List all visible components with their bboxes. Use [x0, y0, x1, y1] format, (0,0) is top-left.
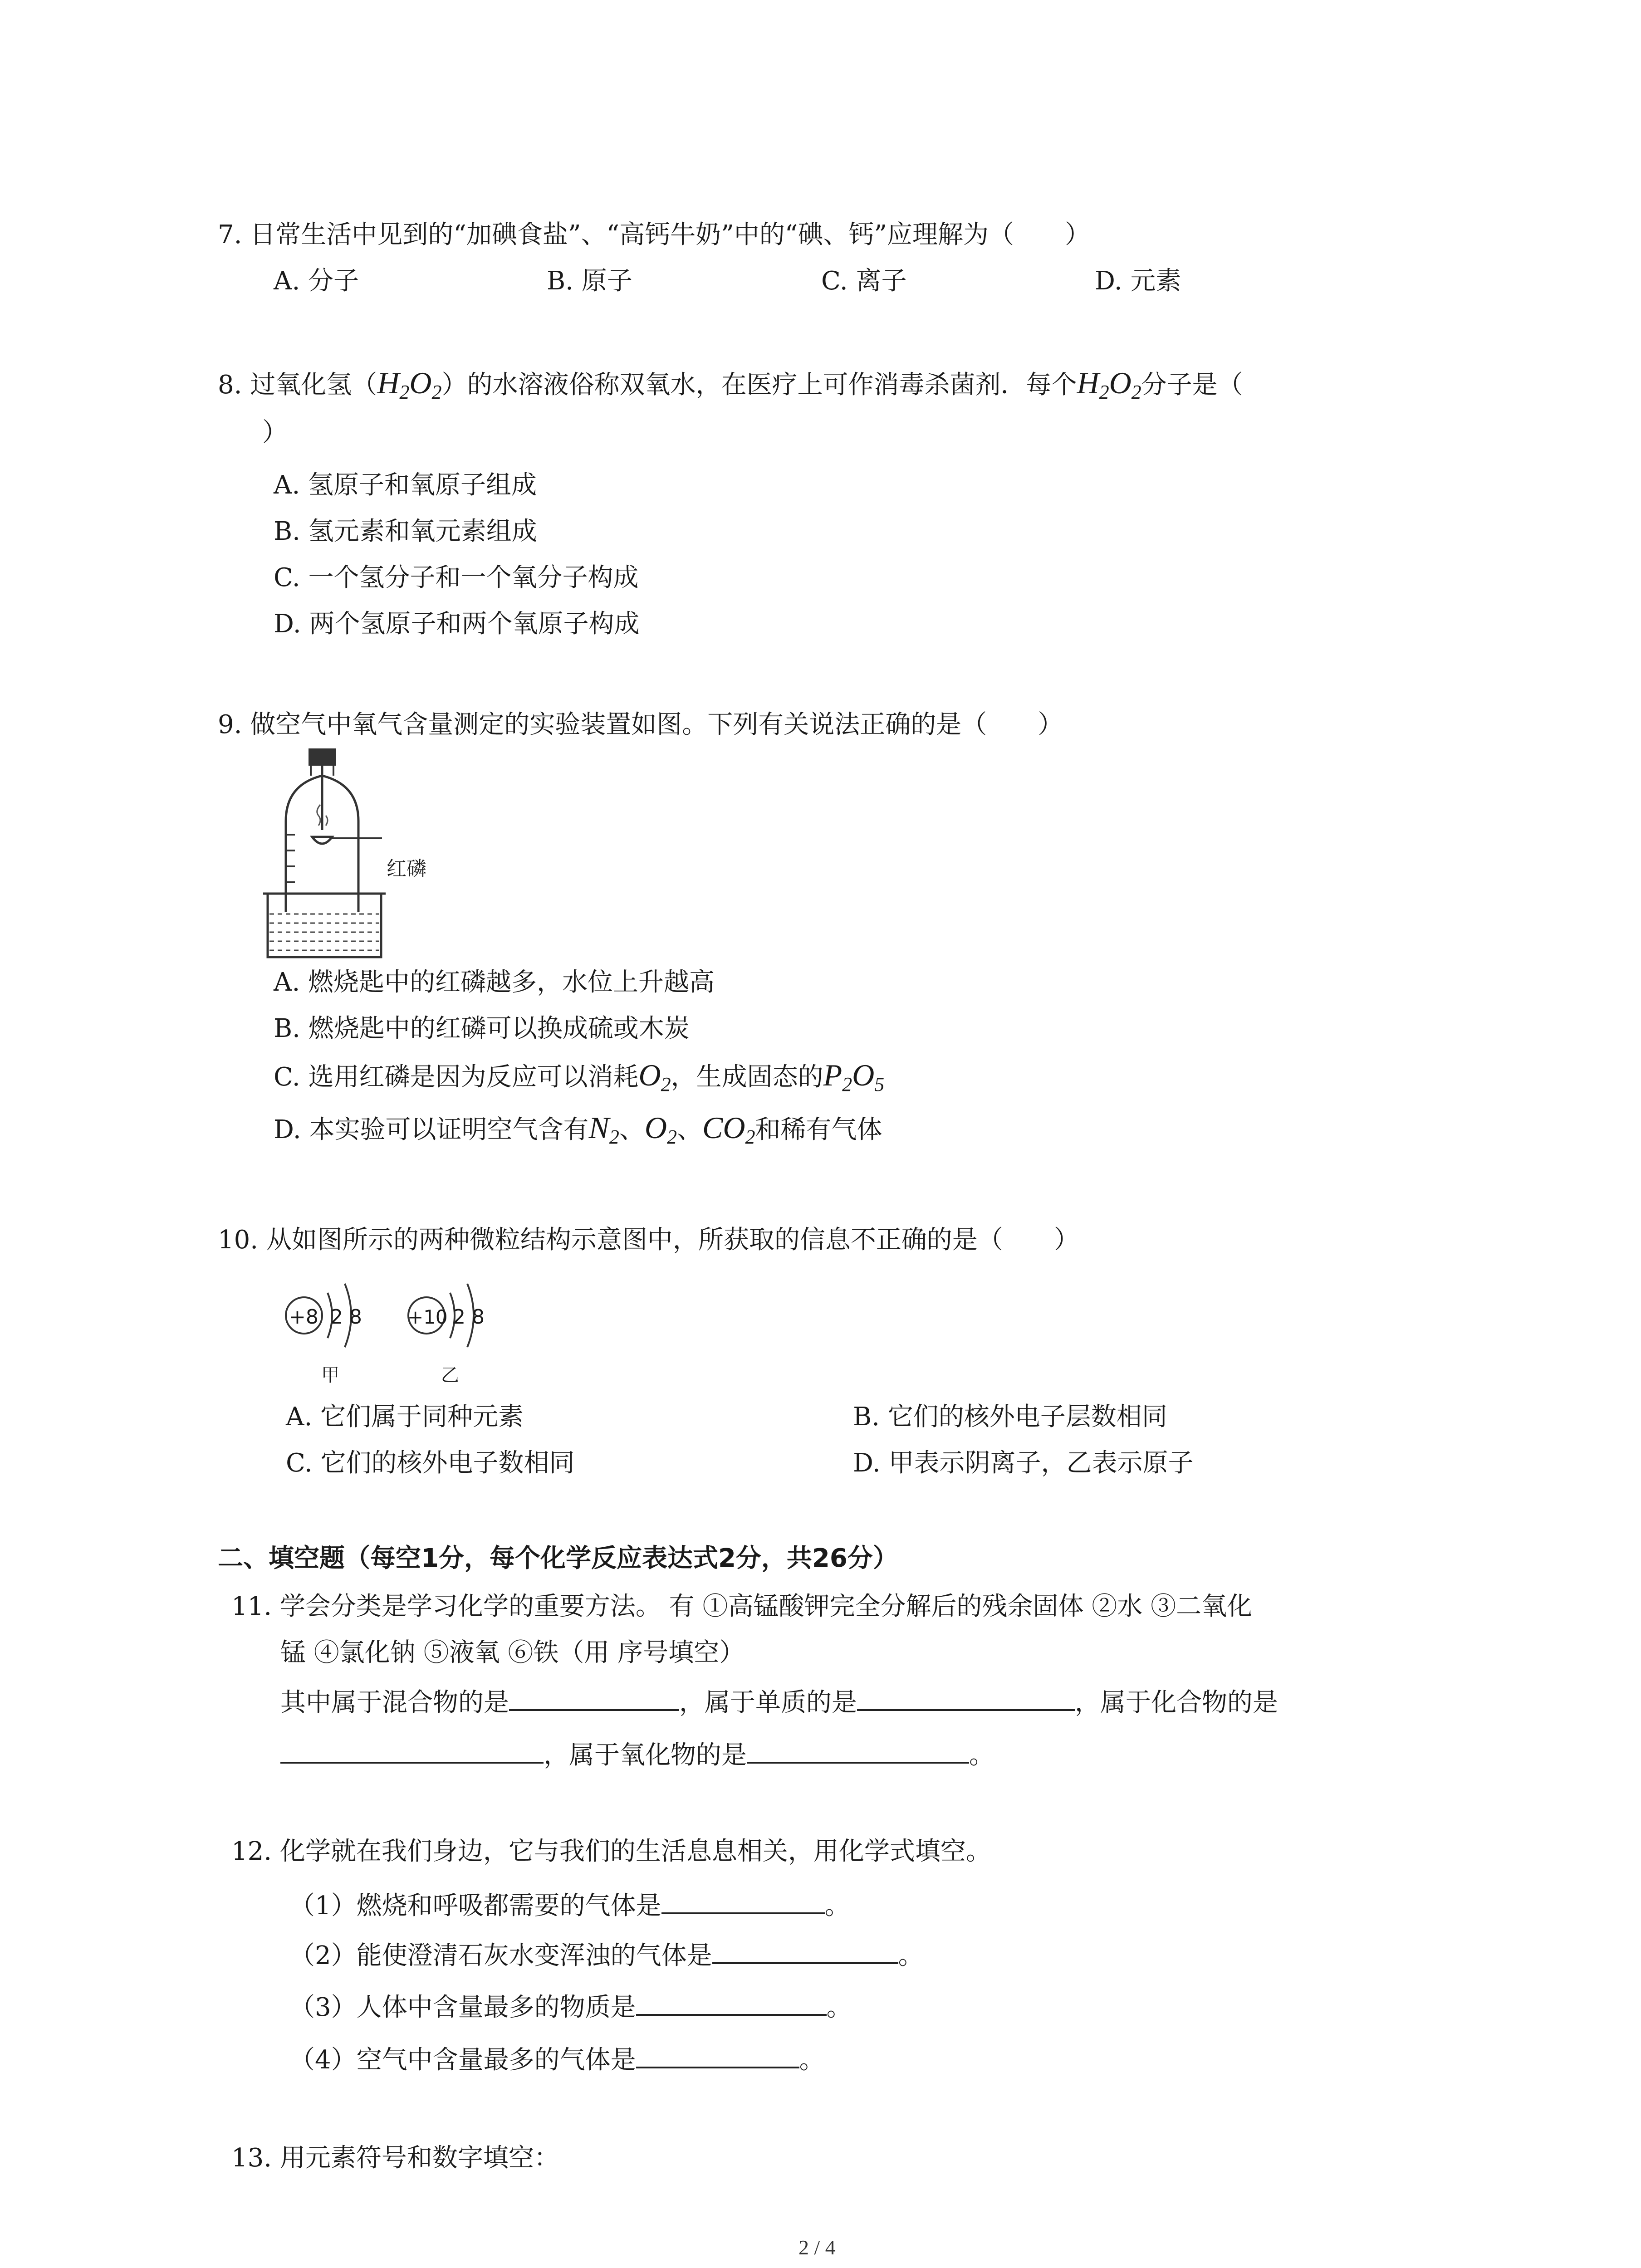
q12-blank-2[interactable] [712, 1937, 898, 1964]
red-phosphorus-label: 红磷 [387, 857, 426, 880]
q9-option-d: D. 本实验可以证明空气含有$N_2$、$O_2$、$CO_2$和稀有气体 [274, 1110, 882, 1148]
particle-yi-nucleus: +10 [407, 1306, 448, 1328]
q13-stem: 13. 用元素符号和数字填空： [231, 2143, 559, 2173]
h2o2-formula: $H_2O_2$ [1077, 366, 1141, 403]
q9-stem: 9. 做空气中氧气含量测定的实验装置如图。下列有关说法正确的是（ ） [218, 710, 1063, 739]
q11-compound-blank[interactable] [280, 1736, 544, 1764]
h2o2-formula: $H_2O_2$ [377, 366, 442, 403]
q10-option-a: A. 它们属于同种元素 [286, 1402, 524, 1432]
page-number: 2 / 4 [798, 2236, 836, 2259]
q10-option-b: B. 它们的核外电子层数相同 [853, 1402, 1167, 1432]
q9-option-a: A. 燃烧匙中的红磷越多，水位上升越高 [274, 968, 715, 997]
q7-stem: 7. 日常生活中见到的“加碘食盐”、“高钙牛奶”中的“碘、钙”应理解为（ ） [218, 220, 1091, 249]
q9-option-c: C. 选用红磷是因为反应可以消耗$O_2$，生成固态的$P_2O_5$ [274, 1058, 885, 1095]
q10-option-c: C. 它们的核外电子数相同 [286, 1448, 575, 1478]
q12-blank-1[interactable] [661, 1887, 825, 1914]
q7-option-a: A. 分子 [274, 266, 359, 296]
q12-item-2: （2）能使澄清石灰水变浑浊的气体是 。 [289, 1937, 924, 1972]
particle-jia-label: 甲 [321, 1365, 339, 1386]
q8-option-c: C. 一个氢分子和一个氧分子构成 [274, 563, 639, 592]
q11-element-substance-blank[interactable] [857, 1684, 1075, 1711]
q8-option-a: A. 氢原子和氧原子组成 [274, 470, 537, 500]
q12-blank-3[interactable] [636, 1989, 827, 2016]
q10-option-d: D. 甲表示阴离子，乙表示原子 [853, 1448, 1194, 1478]
q12-item-4: （4）空气中含量最多的气体是 。 [289, 2041, 825, 2077]
q8-stem-continued: ） [262, 418, 288, 447]
q7-option-c: C. 离子 [821, 266, 907, 296]
q8-option-b: B. 氢元素和氧元素组成 [274, 517, 537, 546]
particle-yi-shells: 2 8 [453, 1305, 485, 1329]
q11-oxide-blank[interactable] [747, 1736, 969, 1764]
particle-jia-nucleus: +8 [289, 1305, 318, 1329]
q12-item-1: （1）燃烧和呼吸都需要的气体是 。 [289, 1887, 850, 1922]
q8-stem: 8. 过氧化氢$(H_2O_2)$的水溶液俗称双氧水，在医疗上可作消毒杀菌剂．每个$H_2O_2$分子是（ [218, 366, 1243, 403]
q11-line-3: 其中属于混合物的是 ，属于单质的是 ，属于化合物的是 [280, 1684, 1278, 1719]
q9-option-b: B. 燃烧匙中的红磷可以换成硫或木炭 [274, 1014, 690, 1043]
q7-option-b: B. 原子 [547, 266, 632, 296]
q8-option-d: D. 两个氢原子和两个氧原子构成 [274, 609, 640, 639]
q12-item-3: （3）人体中含量最多的物质是 。 [289, 1989, 852, 2024]
q7-option-d: D. 元素 [1095, 266, 1181, 296]
q12-stem: 12. 化学就在我们身边，它与我们的生活息息相关，用化学式填空。 [231, 1837, 991, 1866]
q11-mixture-blank[interactable] [509, 1684, 679, 1711]
section-2-heading: 二、填空题（每空1分，每个化学反应表达式2分，共26分） [218, 1544, 898, 1573]
q10-stem: 10. 从如图所示的两种微粒结构示意图中，所获取的信息不正确的是（ ） [218, 1225, 1079, 1255]
particle-jia-shells: 2 8 [330, 1305, 362, 1329]
particle-yi-label: 乙 [441, 1365, 459, 1386]
q12-blank-4[interactable] [636, 2041, 799, 2068]
q11-line-4: ，属于氧化物的是 。 [280, 1736, 994, 1772]
q11-line-1: 11. 学会分类是学习化学的重要方法。 有 ①高锰酸钾完全分解后的残余固体 ②水 ③二氧化 [231, 1592, 1253, 1621]
q11-line-2: 锰 ④氯化钠 ⑤液氧 ⑥铁（用 序号填空） [280, 1638, 745, 1667]
